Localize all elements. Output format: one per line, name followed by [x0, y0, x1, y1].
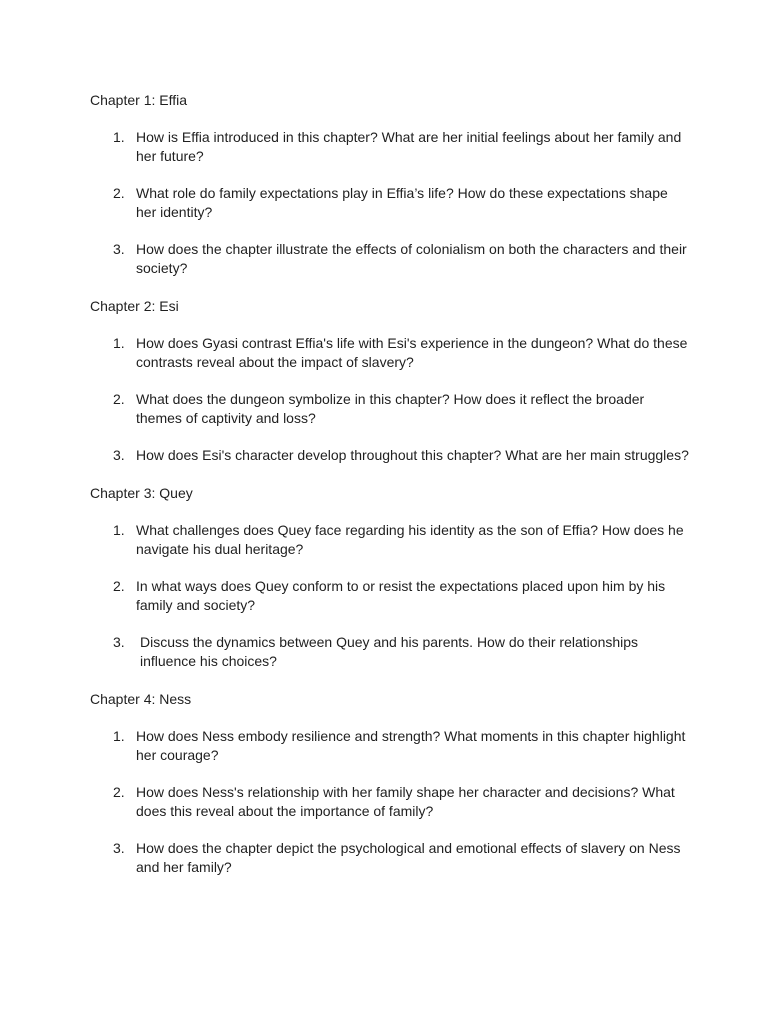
question-number: 3.: [113, 634, 125, 650]
question-item: [90, 390, 690, 428]
question-text: In what ways does Quey conform to or resist the expectations placed upon him by his family and society?: [136, 578, 666, 613]
question-text: How does Gyasi contrast Effia's life with Esi's experience in the dungeon? What do these contrasts reveal about the impact of slavery?: [136, 335, 688, 370]
question-number: 2.: [113, 578, 125, 594]
question-text: What role do family expectations play in Effia’s life? How do these expectations shape her identity?: [136, 185, 668, 220]
question-number: 3.: [113, 840, 125, 856]
question-list: [90, 727, 690, 877]
question-number: 2.: [113, 185, 125, 201]
chapter-section: [90, 91, 690, 278]
question-item: [90, 184, 690, 222]
question-item: [90, 727, 690, 765]
chapter-section: [90, 297, 690, 465]
document-body: [90, 91, 690, 877]
question-text: How does Ness embody resilience and strength? What moments in this chapter highlight her courage?: [136, 728, 686, 763]
question-item: [90, 839, 690, 877]
question-number: 1.: [113, 728, 125, 744]
chapter-section: [90, 484, 690, 671]
question-item: [90, 783, 690, 821]
question-item: [90, 240, 690, 278]
question-text: How is Effia introduced in this chapter? What are her initial feelings about her family and her future?: [136, 129, 682, 164]
question-item: [90, 334, 690, 372]
question-item: [90, 446, 690, 465]
question-item: [90, 128, 690, 166]
question-number: 3.: [113, 447, 125, 463]
chapter-section: [90, 690, 690, 877]
question-text: Discuss the dynamics between Quey and his parents. How do their relationships influence his choices?: [140, 634, 639, 669]
question-text: How does the chapter depict the psychological and emotional effects of slavery on Ness and her family?: [136, 840, 681, 875]
question-text: What challenges does Quey face regarding his identity as the son of Effia? How does he navigate his dual heritage?: [136, 522, 684, 557]
question-number: 1.: [113, 335, 125, 351]
question-item: [90, 521, 690, 559]
question-list: [90, 334, 690, 465]
question-text: How does the chapter illustrate the effects of colonialism on both the characters and their society?: [136, 241, 687, 276]
chapter-heading: Chapter 4: Ness: [90, 691, 192, 707]
question-text: How does Ness's relationship with her family shape her character and decisions? What does this reveal about the importance of family?: [136, 784, 675, 819]
chapter-heading: Chapter 1: Effia: [90, 92, 188, 108]
question-list: [90, 128, 690, 278]
chapter-heading: Chapter 3: Quey: [90, 485, 193, 501]
question-text: How does Esi's character develop throughout this chapter? What are her main struggles?: [136, 447, 689, 463]
question-list: [90, 521, 690, 671]
question-number: 3.: [113, 241, 125, 257]
question-number: 2.: [113, 784, 125, 800]
question-item: [90, 633, 690, 671]
question-text: What does the dungeon symbolize in this chapter? How does it reflect the broader themes of captivity and loss?: [136, 391, 645, 426]
question-number: 1.: [113, 129, 125, 145]
chapter-heading: Chapter 2: Esi: [90, 298, 179, 314]
question-item: [90, 577, 690, 615]
question-number: 2.: [113, 391, 125, 407]
question-number: 1.: [113, 522, 125, 538]
